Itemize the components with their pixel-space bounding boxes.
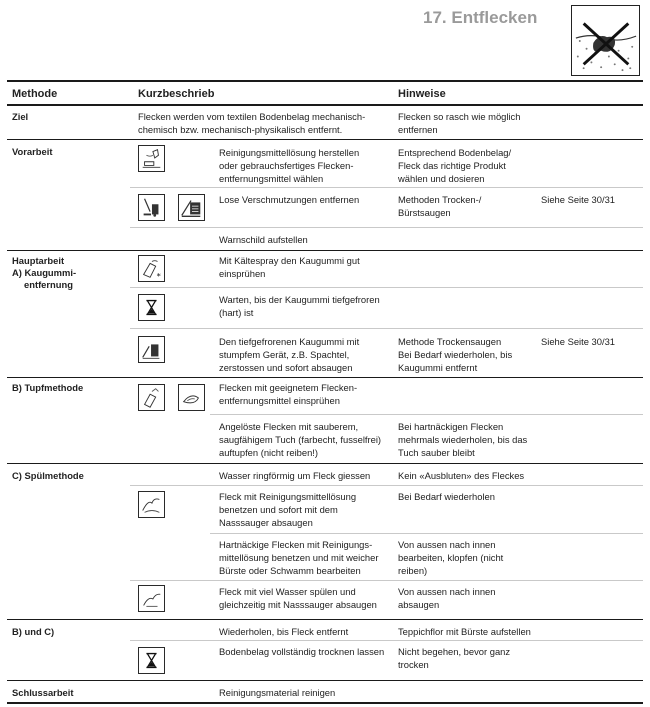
hint-line: Bürstsaugen (398, 207, 451, 218)
cold-spray-icon (138, 255, 165, 282)
vacuum-cleaner-icon (138, 194, 165, 221)
description-line: Den tiefgefrorenen Kaugummi mit (219, 336, 360, 347)
hint-line: Bei hartnäckigen Flecken (398, 421, 504, 432)
description-line: (hart) ist (219, 307, 254, 318)
section-rule (7, 139, 643, 140)
hint-line: Flecken so rasch wie möglich (398, 111, 521, 122)
description-line: Flecken mit geeignetem Flecken- (219, 382, 358, 393)
section-rule (7, 680, 643, 681)
method-spuel: C) Spülmethode (12, 470, 84, 481)
section-rule (7, 463, 643, 464)
description-line: Fleck mit Reinigungsmittellösung (219, 491, 357, 502)
description-line: Mit Kältespray den Kaugummi gut (219, 255, 360, 266)
bottom-rule (7, 702, 643, 704)
hint-line: Nicht begehen, bevor ganz (398, 646, 511, 657)
description-line: Wiederholen, bis Fleck entfernt (219, 626, 349, 637)
hint-line: entfernen (398, 124, 438, 135)
description-line: oder gebrauchsfertiges Flecken- (219, 160, 354, 171)
no-stain-icon (571, 5, 640, 76)
wet-vacuum-icon (138, 491, 165, 518)
description-line: entfernungsmittel wählen (219, 173, 324, 184)
hint-line: reiben) (398, 565, 428, 576)
hint-line: trocken (398, 659, 429, 670)
hint-line: Fleck das richtige Produkt (398, 160, 506, 171)
spatula-vacuum-icon (138, 336, 165, 363)
spray-bottle-icon (138, 384, 165, 411)
description-line: Bodenbelag vollständig trocknen lassen (219, 646, 385, 657)
section-rule (7, 250, 643, 251)
hint-line: Teppichflor mit Bürste aufstellen (398, 626, 531, 637)
description-line: Angelöste Flecken mit sauberem, (219, 421, 359, 432)
method-ziel: Ziel (12, 111, 29, 122)
description-line: benetzen und sofort mit dem (219, 504, 338, 515)
description-line: gleichzeitig mit Nasssauger absaugen (219, 599, 377, 610)
hint-line: bearbeiten, klopfen (nicht (398, 552, 504, 563)
row-divider (130, 328, 643, 329)
method-hauptarbeit: Hauptarbeit (12, 255, 65, 266)
hint-line: wählen und dosieren (398, 173, 485, 184)
hourglass-icon (138, 647, 165, 674)
hourglass-icon (138, 294, 165, 321)
row-divider (130, 640, 643, 641)
hint-line: Bei Bedarf wiederholen, bis (398, 349, 513, 360)
svg-text:*: * (156, 271, 161, 281)
hint-line: Von aussen nach innen (398, 586, 496, 597)
row-divider (130, 287, 643, 288)
description-line: einsprühen (219, 268, 266, 279)
description-line: Warten, bis der Kaugummi tiefgefroren (219, 294, 380, 305)
hint-line: Methoden Trocken-/ (398, 194, 482, 205)
method-kaugummi: A) Kaugummi- (12, 267, 77, 278)
method-schlussarbeit: Schlussarbeit (12, 687, 74, 698)
row-divider (210, 414, 643, 415)
method-bc: B) und C) (12, 626, 55, 637)
description-line: entfernungsmittel einsprühen (219, 395, 340, 406)
header-rule (7, 104, 643, 106)
description-line: Flecken werden vom textilen Bodenbelag mechanisch- (138, 111, 366, 122)
brush-vacuum-icon (178, 194, 205, 221)
mixing-bottle-icon (138, 145, 165, 172)
description-line: Bürste oder Schwamm bearbeiten (219, 565, 361, 576)
rinse-vacuum-icon (138, 585, 165, 612)
row-divider (130, 227, 643, 228)
description-line: Reinigungsmaterial reinigen (219, 687, 336, 698)
hint-line: mehrmals wiederholen, bis das (398, 434, 528, 445)
description-line: Hartnäckige Flecken mit Reinigungs- (219, 539, 373, 550)
description-line: Reinigungsmittellösung herstellen (219, 147, 360, 158)
description-line: saugfähigem Tuch (farbecht, fusselfrei) (219, 434, 382, 445)
row-divider (130, 187, 643, 188)
row-divider (130, 580, 643, 581)
row-divider (210, 533, 643, 534)
description-line: mittellösung benetzen und mit weicher (219, 552, 379, 563)
hint-line: Methode Trockensaugen (398, 336, 502, 347)
column-header-kurzbeschrieb: Kurzbeschrieb (138, 88, 215, 100)
description-line: zerstossen und sofort absaugen (219, 362, 353, 373)
description-line: Warnschild aufstellen (219, 234, 308, 245)
description-line: Nasssauger absaugen (219, 517, 313, 528)
hint-line: Von aussen nach innen (398, 539, 496, 550)
description-line: Fleck mit viel Wasser spülen und (219, 586, 356, 597)
hint-line: Bei Bedarf wiederholen (398, 491, 495, 502)
top-rule (7, 80, 643, 82)
page-reference: Siehe Seite 30/31 (541, 336, 616, 347)
hint-line: Entsprechend Bodenbelag/ (398, 147, 512, 158)
hint-line: Kaugummi entfernt (398, 362, 478, 373)
row-divider (130, 485, 643, 486)
method-kaugummi-cont: entfernung (24, 279, 73, 290)
section-rule (7, 377, 643, 378)
description-line: chemisch bzw. mechanisch-physikalisch entfernt. (138, 124, 343, 135)
hint-line: Tuch sauber bleibt (398, 447, 475, 458)
method-tupf: B) Tupfmethode (12, 382, 84, 393)
hint-line: absaugen (398, 599, 440, 610)
section-rule (7, 619, 643, 620)
hint-line: Kein «Ausbluten» des Fleckes (398, 470, 525, 481)
description-line: Lose Verschmutzungen entfernen (219, 194, 360, 205)
page-reference: Siehe Seite 30/31 (541, 194, 616, 205)
description-line: Wasser ringförmig um Fleck giessen (219, 470, 371, 481)
column-header-hinweise: Hinweise (398, 88, 446, 100)
column-header-methode: Methode (12, 88, 58, 100)
page-title: 17. Entflecken (423, 8, 538, 27)
description-line: stumpfem Gerät, z.B. Spachtel, (219, 349, 350, 360)
description-line: auftupfen (nicht reiben!) (219, 447, 319, 458)
method-vorarbeit: Vorarbeit (12, 146, 53, 157)
blotting-cloth-icon (178, 384, 205, 411)
